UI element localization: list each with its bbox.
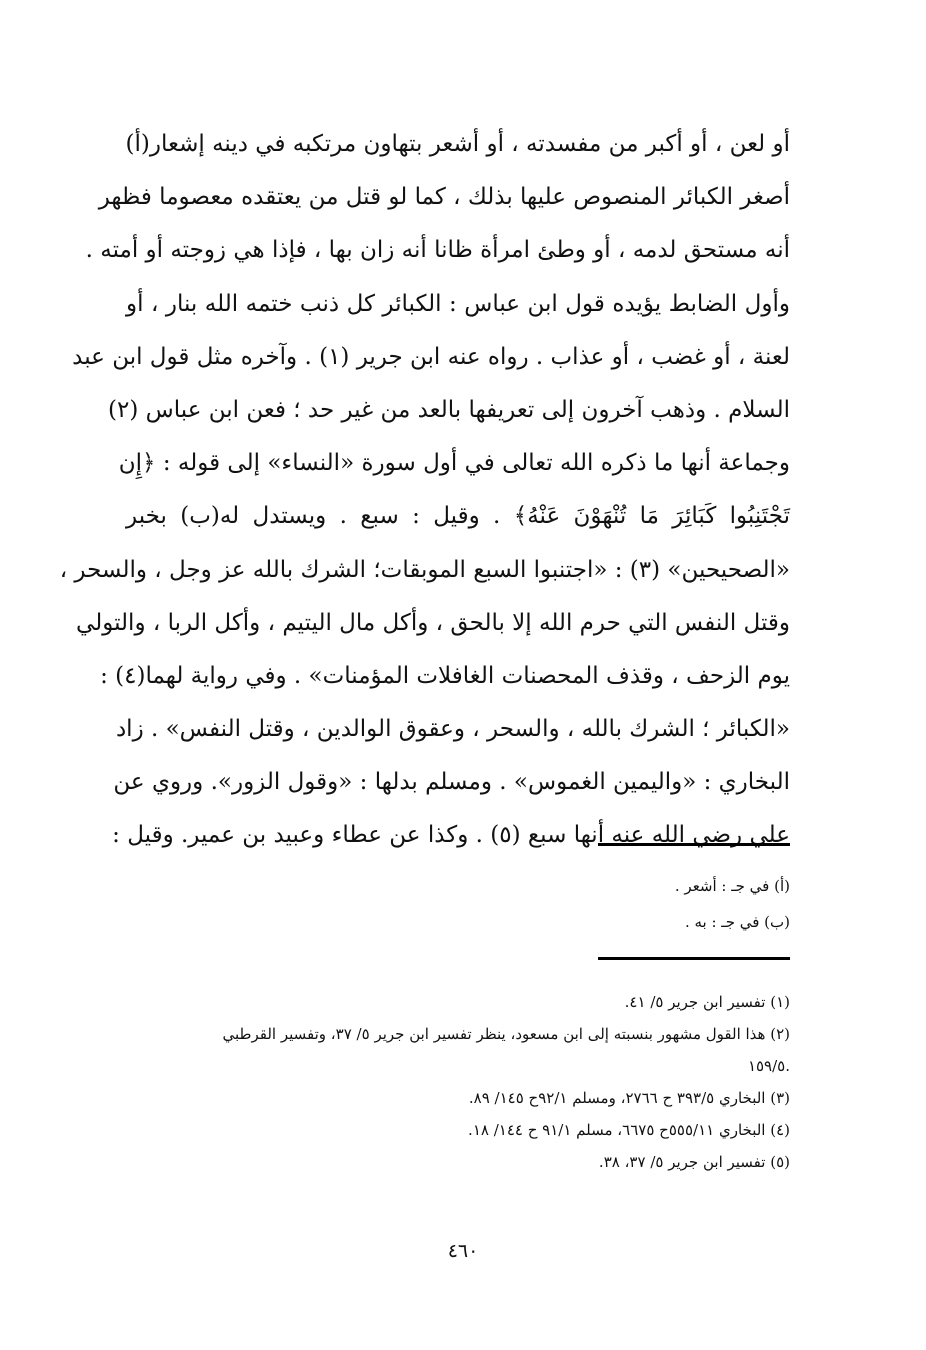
text-line: «الكبائر ؛ الشرك بالله ، والسحر ، وعقوق الوالدين ، وقتل النفس» . زاد — [115, 716, 790, 743]
footnote: (٥) تفسير ابن جرير ٥/ ٣٧، ٣٨. — [598, 1153, 790, 1171]
text-line: «الصحيحين» (٣) : «اجتنبوا السبع الموبقات؛ الشرك بالله عز وجل ، والسحر ، — [59, 556, 790, 583]
page-number: ٤٦٠ — [447, 1240, 479, 1262]
footnote: (١) تفسير ابن جرير ٥/ ٤١. — [624, 993, 790, 1011]
footnote-divider — [598, 843, 790, 846]
text-line: وأول الضابط يؤيده قول ابن عباس : الكبائر كل ذنب ختمه الله بنار ، أو — [126, 290, 790, 317]
text-line: السلام . وذهب آخرون إلى تعريفها بالعد من غير حد ؛ فعن ابن عباس (٢) — [108, 396, 790, 423]
variant-note: (أ) في جـ : أشعر . — [674, 877, 790, 895]
text-line: أو لعن ، أو أكبر من مفسدته ، أو أشعر بتهاون مرتكبه في دينه إشعار(أ) — [125, 131, 790, 157]
footnote: (٢) هذا القول مشهور بنسبته إلى ابن مسعود، ينظر تفسير ابن جرير ٥/ ٣٧، وتفسير القرطبي — [222, 1025, 790, 1043]
footnotes — [134, 986, 790, 1178]
variant-notes — [134, 868, 790, 940]
text-line: أصغر الكبائر المنصوص عليها بذلك ، كما لو قتل من يعتقده معصوما فظهر — [98, 184, 790, 211]
text-line: لعنة ، أو غضب ، أو عذاب . رواه عنه ابن جرير (١) . وآخره مثل قول ابن عبد — [72, 343, 790, 370]
footnote: (٣) البخاري ٣٩٣/٥ ح ٢٧٦٦، ومسلم ٩٢/١ح ١٤٥/ ٨٩. — [468, 1089, 790, 1107]
footnote: (٤) البخاري ٥٥٥/١١ح ٦٦٧٥، مسلم ٩١/١ ح ١٤٤/ ١٨. — [468, 1121, 790, 1139]
text-line: يوم الزحف ، وقذف المحصنات الغافلات المؤمنات» . وفي رواية لهما(٤) : — [100, 662, 790, 689]
text-line: علي رضي الله عنه أنها سبع (٥) . وكذا عن عطاء وعبيد بن عمير. وقيل : — [112, 822, 790, 849]
text-line: وقتل النفس التي حرم الله إلا بالحق ، وأكل مال اليتيم ، وأكل الربا ، والتولي — [76, 609, 790, 636]
variant-note: (ب) في جـ : به . — [684, 913, 790, 931]
text-line: البخاري : «واليمين الغموس» . ومسلم بدلها : «وقول الزور». وروي عن — [113, 769, 790, 796]
footnote-divider — [598, 957, 790, 960]
footnote-continuation: .١٥٩/٥ — [747, 1057, 790, 1075]
main-text — [59, 118, 790, 863]
text-line: أنه مستحق لدمه ، أو وطئ امرأة ظانا أنه زان بها ، فإذا هي زوجته أو أمته . — [85, 237, 790, 264]
text-line: وجماعة أنها ما ذكره الله تعالى في أول سورة «النساء» إلى قوله : ﴿إِن — [118, 450, 790, 477]
text-line: تَجْتَنِبُوا كَبَائِرَ مَا تُنْهَوْنَ عَنْهُ﴾ . وقيل : سبع . ويستدل له(ب) بخبر — [126, 503, 790, 530]
